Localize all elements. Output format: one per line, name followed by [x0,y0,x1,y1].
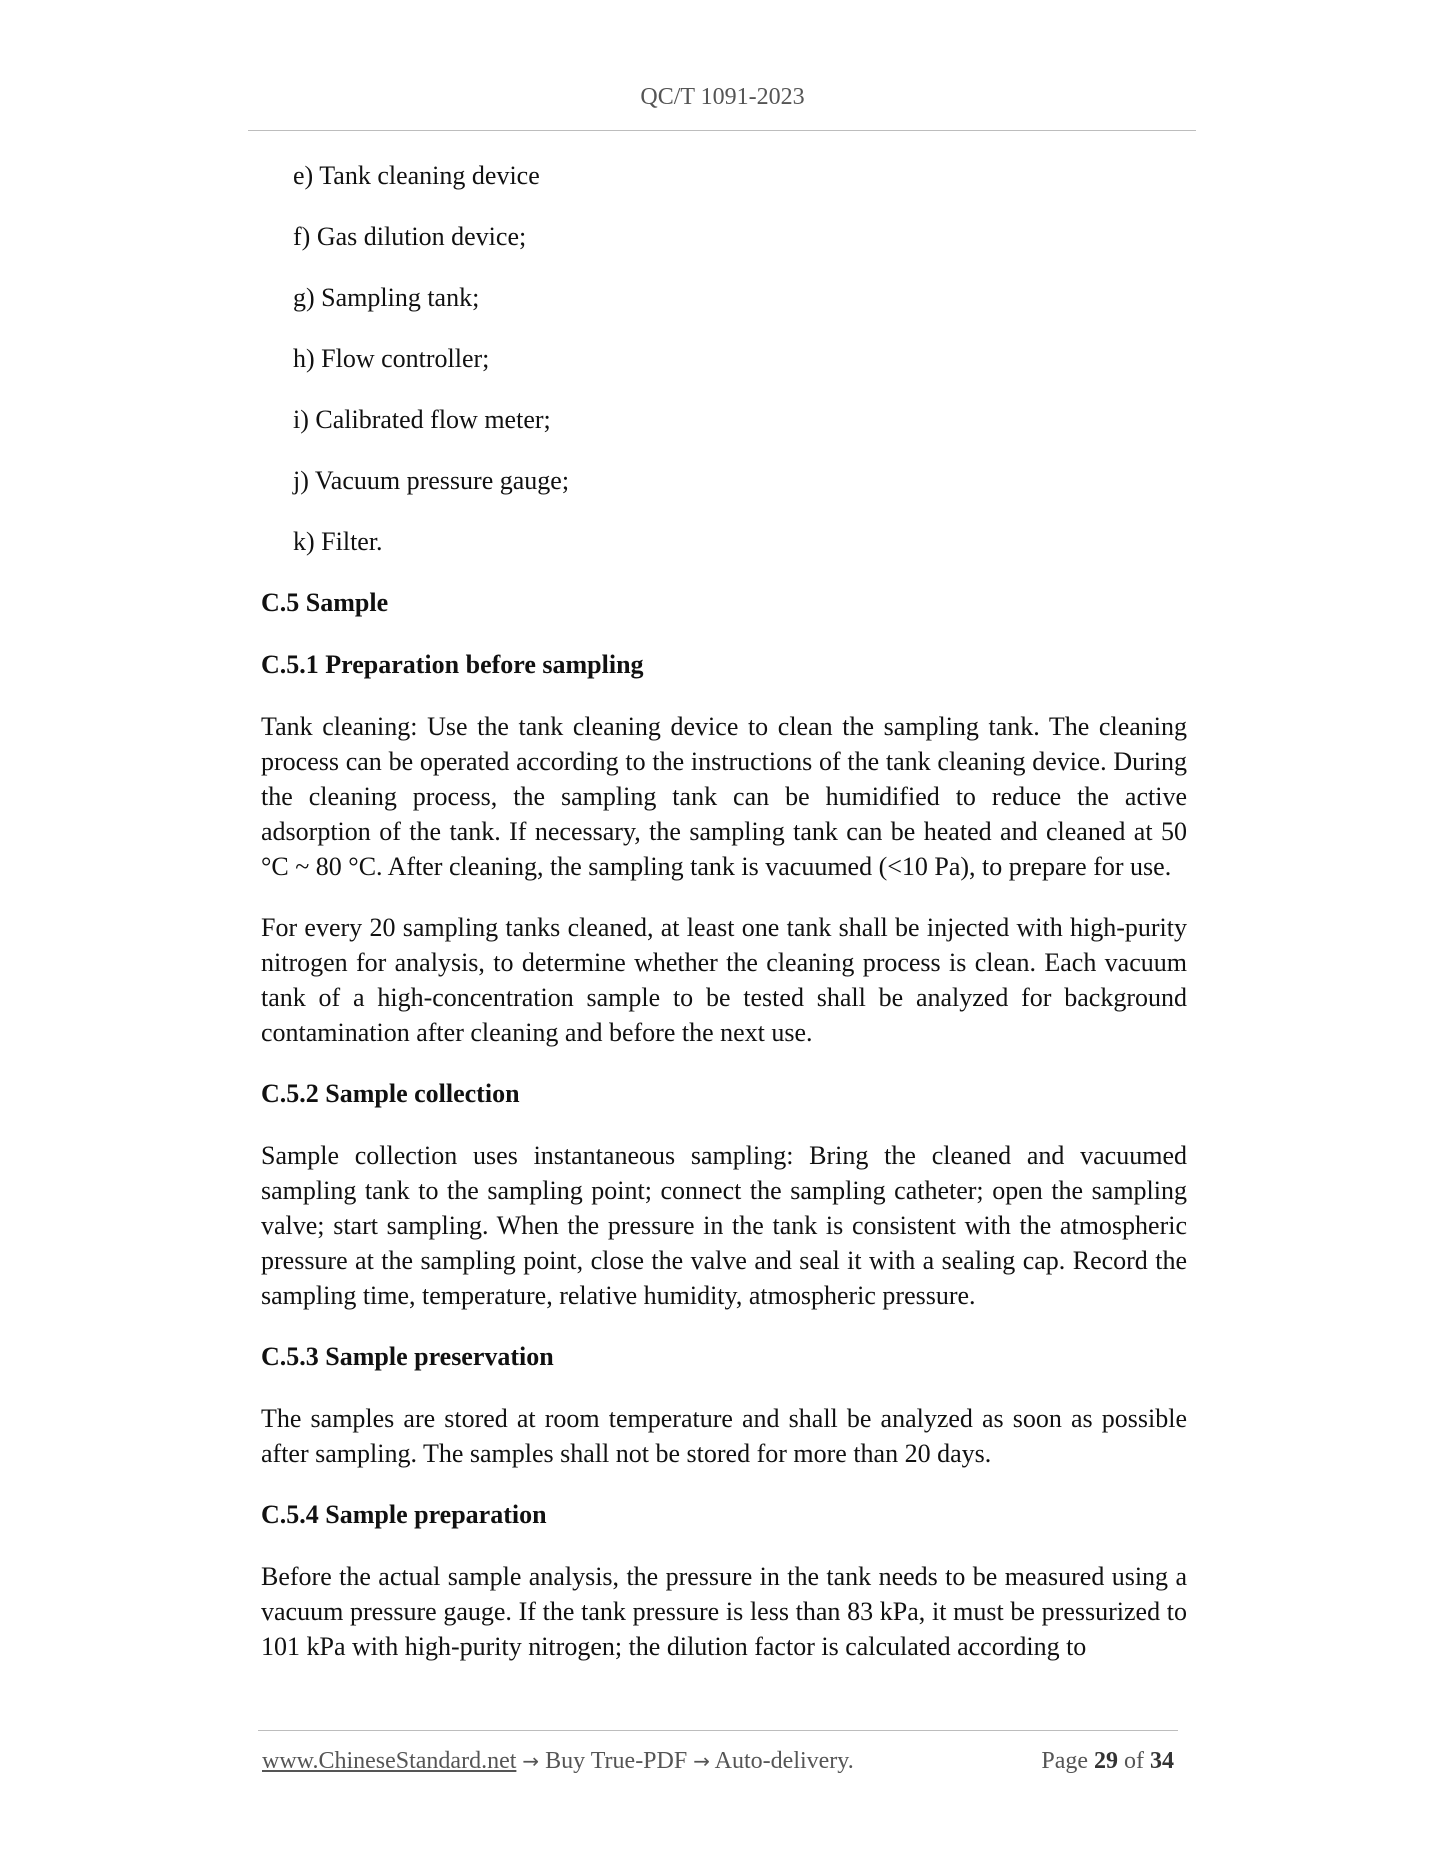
paragraph-sample-preparation: Before the actual sample analysis, the pressure in the tank needs to be measured using a vacuum pressure gauge. If the tank pressure is less than 83 kPa, it must be pressurized to 101 kPa with high-purity nitrogen; the dilution factor is calculated according to [261,1562,1187,1661]
header-divider [248,130,1196,131]
arrow-right-icon: → [522,1749,540,1773]
paragraph-sample-preservation: The samples are stored at room temperature and shall be analyzed as soon as possible after sampling. The samples shall not be stored for more than 20 days. [261,1404,1187,1468]
list-item: f) Gas dilution device; [293,222,527,251]
auto-delivery-text: Auto-delivery. [714,1748,854,1774]
page-indicator [1041,1748,1174,1775]
page-label: Page [1041,1748,1088,1774]
section-heading-c5-4: C.5.4 Sample preparation [261,1500,547,1529]
page-of-label: of [1124,1748,1144,1774]
paragraph-sample-collection: Sample collection uses instantaneous sampling: Bring the cleaned and vacuumed sampling tank to the sampling point; connect the sampling catheter; open the sampling valve; start sampling. When the pressure in the tank is consistent with the atmospheric pressure at the sampling point, close the valve and seal it with a sealing cap. Record the sampling time, temperature, relative humidity, atmospheric pressure. [261,1141,1187,1310]
section-heading-c5: C.5 Sample [261,588,389,617]
list-item: i) Calibrated flow meter; [293,405,551,434]
footer-promo [262,1748,854,1775]
page-header: QC/T 1091-2023 [640,84,805,110]
list-item: g) Sampling tank; [293,283,480,312]
page-total: 34 [1150,1748,1174,1774]
paragraph-cleaning-check: For every 20 sampling tanks cleaned, at least one tank shall be injected with high-purity nitrogen for analysis, to determine whether the cleaning process is clean. Each vacuum tank of a high-concentration sample to be tested shall be analyzed for background contamination after cleaning and before the next use. [261,913,1187,1047]
list-item: k) Filter. [293,527,383,556]
section-heading-c5-3: C.5.3 Sample preservation [261,1342,554,1371]
list-item: h) Flow controller; [293,344,490,373]
list-item: j) Vacuum pressure gauge; [293,466,570,495]
list-item: e) Tank cleaning device [293,161,540,190]
footer-divider [258,1730,1178,1731]
paragraph-tank-cleaning: Tank cleaning: Use the tank cleaning device to clean the sampling tank. The cleaning process can be operated according to the instructions of the tank cleaning device. During the cleaning process, the sampling tank can be humidified to reduce the active adsorption of the tank. If necessary, the sampling tank can be heated and cleaned at 50 °C ~ 80 °C. After cleaning, the sampling tank is vacuumed (<10 Pa), to prepare for use. [261,712,1187,881]
document-body [261,158,1187,1690]
page-current: 29 [1094,1748,1118,1774]
section-heading-c5-2: C.5.2 Sample collection [261,1079,520,1108]
site-link[interactable]: www.ChineseStandard.net [262,1748,517,1774]
arrow-right-icon: → [693,1749,710,1773]
buy-pdf-text: Buy True-PDF [545,1748,688,1774]
section-heading-c5-1: C.5.1 Preparation before sampling [261,650,644,679]
